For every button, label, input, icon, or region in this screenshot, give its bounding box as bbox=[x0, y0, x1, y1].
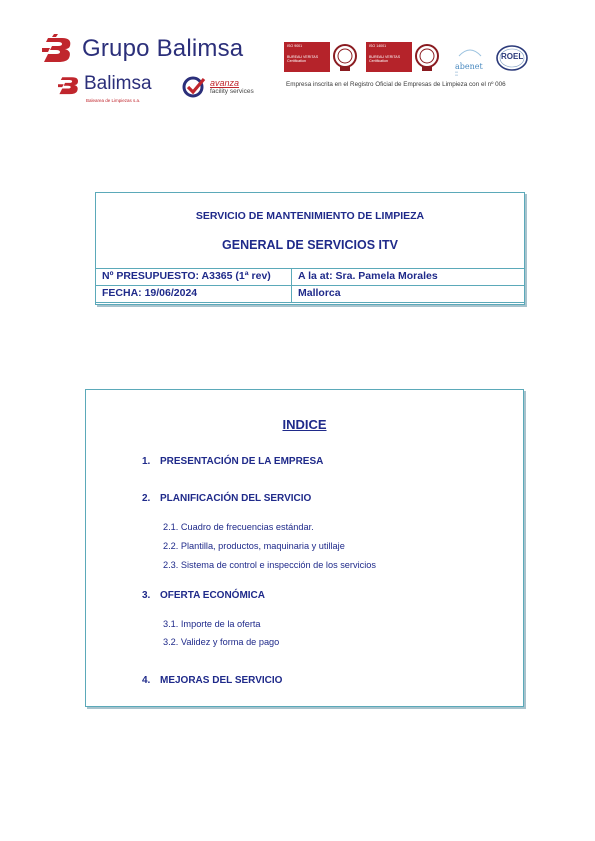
cert-code: ISO 9001 bbox=[287, 44, 303, 48]
info-row bbox=[96, 268, 524, 285]
index-subsection-2-2: 2.2. Plantilla, productos, maquinaria y utillaje bbox=[163, 541, 345, 551]
abenet-logo bbox=[455, 44, 487, 77]
roel-text: ROEL bbox=[501, 52, 524, 61]
service-title: SERVICIO DE MANTENIMIENTO DE LIMPIEZA bbox=[195, 210, 425, 222]
attention-name: A la at: Sra. Pamela Morales bbox=[298, 270, 438, 282]
index-section-3: 3. OFERTA ECONÓMICA bbox=[142, 590, 265, 601]
presupuesto-number: Nº PRESUPUESTO: A3365 (1ª rev) bbox=[96, 269, 292, 285]
quote-info-grid bbox=[96, 268, 524, 303]
iso-9001-cert bbox=[284, 42, 358, 72]
index-subsection-2-1: 2.1. Cuadro de frecuencias estándar. bbox=[163, 522, 314, 532]
avanza-logo bbox=[182, 76, 254, 98]
abenet-arc-icon bbox=[455, 47, 485, 57]
bureau-veritas-seal-icon bbox=[332, 42, 358, 72]
index-section-2: 2. PLANIFICACIÓN DEL SERVICIO bbox=[142, 493, 312, 504]
cert-sub: Certification bbox=[369, 59, 388, 64]
avanza-sub: facility services bbox=[210, 88, 254, 95]
quote-date: FECHA: 19/06/2024 bbox=[96, 286, 292, 302]
company-name: Balimsa bbox=[84, 73, 152, 94]
index-section-1: 1. PRESENTACIÓN DE LA EMPRESA bbox=[142, 456, 324, 467]
cert-sub: Certification bbox=[287, 59, 306, 64]
index-subsection-3-1: 3.1. Importe de la oferta bbox=[163, 619, 261, 629]
avanza-name: avanza bbox=[210, 78, 240, 88]
group-name: Grupo Balimsa bbox=[82, 35, 244, 62]
title-box bbox=[95, 192, 525, 305]
abenet-name: abenet bbox=[455, 62, 483, 71]
index-title: INDICE bbox=[282, 417, 327, 432]
registro-text: Empresa inscrita en el Registro Oficial de Empresas de Limpieza con el nº 006 bbox=[286, 81, 506, 88]
client-title: GENERAL DE SERVICIOS ITV bbox=[222, 238, 398, 252]
company-tagline: Balearea de Limpiezas s.a. bbox=[86, 98, 141, 103]
balimsa-b-icon bbox=[42, 34, 76, 64]
abenet-dots-icon: ▪▪▪ ▪▪▪ bbox=[455, 70, 458, 78]
bureau-veritas-seal-icon bbox=[414, 42, 440, 72]
index-box bbox=[85, 389, 524, 707]
cert-issuer: BUREAU VERITAS bbox=[287, 54, 319, 59]
index-section-4: 4. MEJORAS DEL SERVICIO bbox=[142, 675, 283, 686]
balimsa-b-small-icon bbox=[58, 74, 82, 96]
iso-14001-cert bbox=[366, 42, 440, 72]
grupo-balimsa-logo bbox=[42, 34, 243, 64]
index-subsection-2-3: 2.3. Sistema de control e inspección de los servicios bbox=[163, 560, 376, 570]
index-subsection-3-2: 3.2. Validez y forma de pago bbox=[163, 637, 280, 647]
balimsa-logo bbox=[58, 74, 152, 96]
cert-code: ISO 14001 bbox=[369, 44, 387, 48]
roel-logo bbox=[495, 44, 529, 72]
avanza-check-icon bbox=[182, 76, 206, 98]
cert-issuer: BUREAU VERITAS bbox=[369, 54, 401, 59]
location: Mallorca bbox=[298, 287, 341, 299]
info-row bbox=[96, 285, 524, 303]
